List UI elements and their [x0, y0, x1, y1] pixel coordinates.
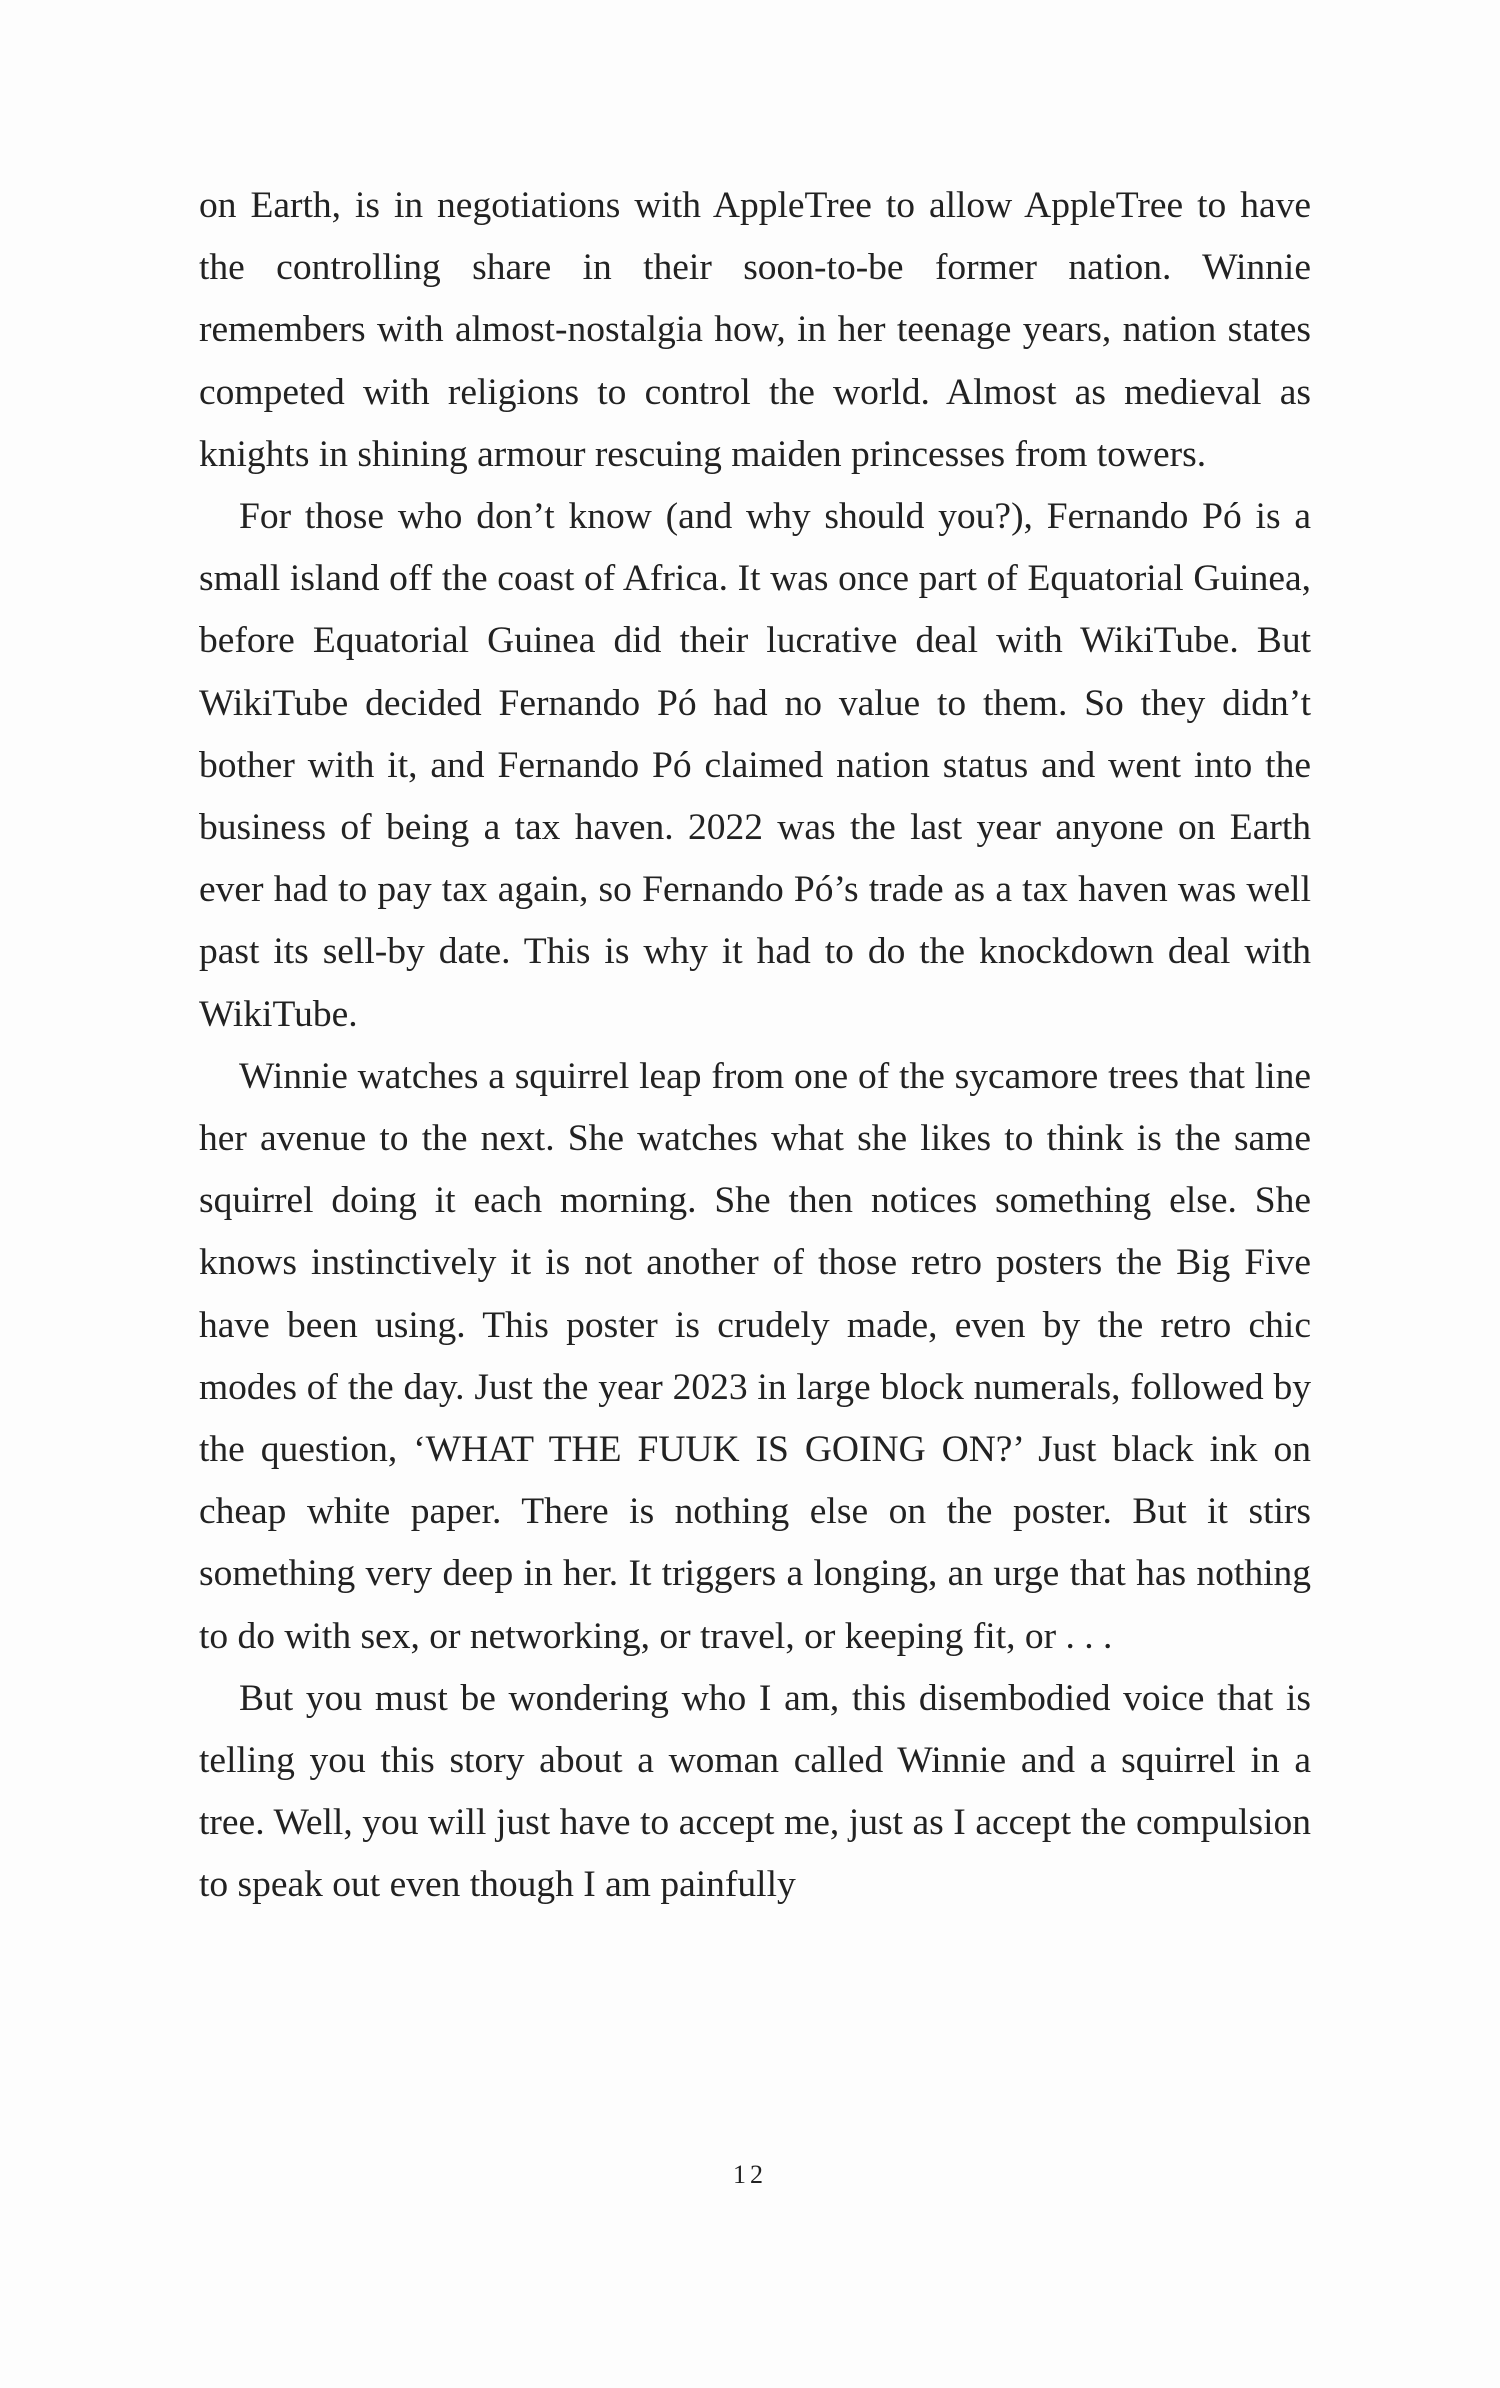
paragraph-continued: on Earth, is in negotiations with AppleTree to allow AppleTree to have the controlling share in their soon-to-be former nation. Winnie remembers with almost-nostalgia how, in her teenage years, nation states competed with religions to control the world. Almost as medieval as knights in shining armour rescuing maiden princesses from towers.	[199, 185, 1311, 475]
page-number: 12	[733, 2160, 767, 2189]
body-text	[199, 175, 1311, 1917]
paragraph-narrator: But you must be wondering who I am, this disembodied voice that is telling you this story about a woman called Winnie and a squirrel in a tree. Well, you will just have to accept me, just as I accept the compulsion to speak out even though I am painfully	[199, 1677, 1311, 1906]
paragraph-squirrel-poster: Winnie watches a squirrel leap from one of the sycamore trees that line her avenue to the next. She watches what she likes to think is the same squirrel doing it each morning. She then notices something else. She knows instinctively it is not another of those retro posters the Big Five have been using. This poster is crudely made, even by the retro chic modes of the day. Just the year 2023 in large block numerals, followed by the question, ‘WHAT THE FUUK IS GOING ON?’ Just black ink on cheap white paper. There is nothing else on the poster. But it stirs something very deep in her. It triggers a longing, an urge that has nothing to do with sex, or networking, or travel, or keeping fit, or . . .	[199, 1055, 1311, 1657]
paragraph-fernando-po: For those who don’t know (and why should you?), Fernando Pó is a small island off the coast of Africa. It was once part of Equatorial Guinea, before Equatorial Guinea did their lucrative deal with WikiTube. But WikiTube decided Fernando Pó had no value to them. So they didn’t bother with it, and Fernando Pó claimed nation status and went into the business of being a tax haven. 2022 was the last year anyone on Earth ever had to pay tax again, so Fernando Pó’s trade as a tax haven was well past its sell-by date. This is why it had to do the knockdown deal with WikiTube.	[199, 496, 1311, 1035]
